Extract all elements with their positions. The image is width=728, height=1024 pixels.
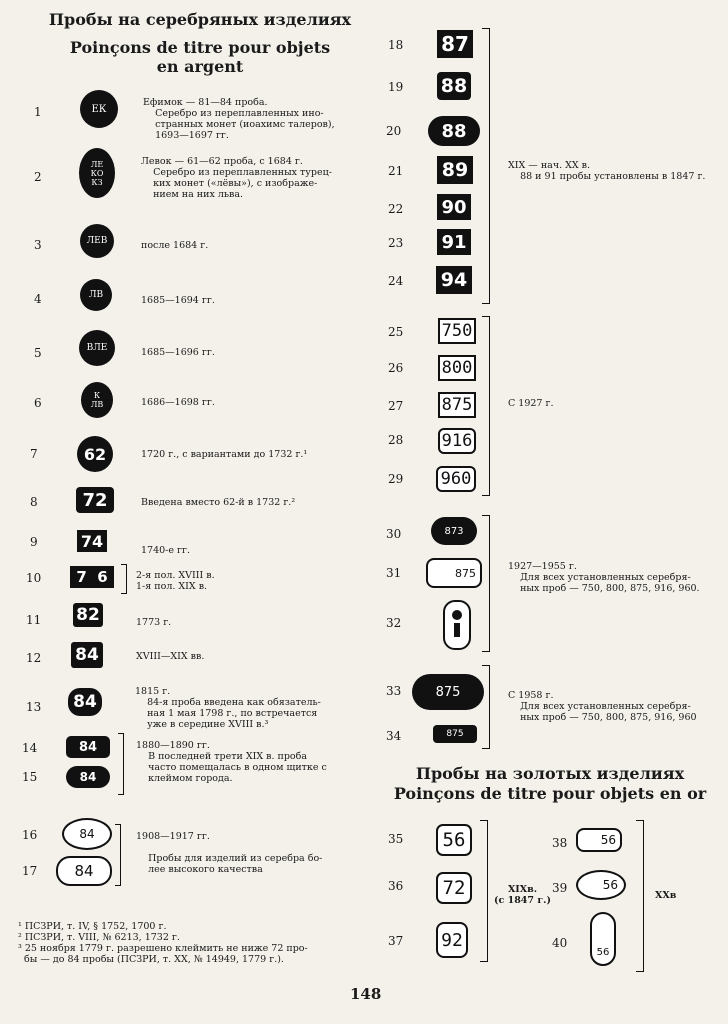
silver-title-fr: Poinçons de titre pour objets en argent [69, 38, 331, 76]
hallmark-10: 7 6 [70, 566, 114, 588]
item-number: 34 [386, 729, 402, 743]
item-number: 17 [22, 864, 38, 878]
hallmark-35: 56 [436, 824, 472, 856]
hallmark-4: ЛВ [80, 279, 112, 311]
item-number: 19 [388, 80, 404, 94]
hallmark-7: 62 [77, 436, 113, 472]
gold-title-ru: Пробы на золотых изделиях [415, 764, 685, 783]
item-8-desc: Введена вместо 62-й в 1732 г.² [141, 497, 296, 508]
item-number: 1 [34, 105, 42, 119]
item-number: 32 [386, 616, 402, 630]
hallmark-28: 916 [438, 428, 476, 454]
item-number: 29 [388, 472, 404, 486]
gold-title-fr: Poinçons de titre pour objets en or [393, 784, 707, 803]
item-12-desc: XVIII—XIX вв. [136, 651, 205, 662]
group-2-desc: С 1927 г. [508, 398, 554, 409]
bracket [482, 665, 490, 749]
bracket [118, 733, 124, 795]
hallmark-40: 56 [590, 912, 616, 966]
bracket [482, 28, 490, 304]
silver-title-ru: Пробы на серебряных изделиях [48, 10, 352, 29]
hallmark-36: 72 [436, 872, 472, 904]
item-number: 22 [388, 202, 404, 216]
hallmark-19: 88 [437, 72, 471, 100]
item-number: 18 [388, 38, 404, 52]
item-number: 27 [388, 399, 404, 413]
item-number: 14 [22, 741, 38, 755]
hallmark-32 [443, 600, 471, 650]
hallmark-13: 84 [68, 688, 102, 716]
item-number: 6 [34, 396, 42, 410]
hallmark-31: 875 [426, 558, 482, 588]
bracket [482, 316, 490, 496]
hallmark-9: 74 [77, 530, 107, 552]
hallmark-33: 875 [412, 674, 484, 710]
hallmark-11: 82 [73, 603, 103, 627]
item-number: 5 [34, 346, 42, 360]
item-6-desc: 1686—1698 гг. [141, 397, 215, 408]
item-number: 11 [26, 613, 42, 627]
hallmark-14: 84 [66, 736, 110, 758]
item-number: 30 [386, 527, 402, 541]
hallmark-21: 89 [437, 156, 473, 184]
item-7-desc: 1720 г., с вариантами до 1732 г.¹ [141, 449, 308, 460]
hallmark-18: 87 [437, 30, 473, 58]
item-number: 38 [552, 836, 568, 850]
item-number: 40 [552, 936, 568, 950]
hallmark-15: 84 [66, 766, 110, 788]
item-14-desc: 1880—1890 гг. В последней трети XIX в. проба часто помещалась в одном щитке с клеймом города. [136, 740, 327, 784]
item-9-desc: 1740-е гг. [141, 545, 191, 556]
item-3-desc: после 1684 г. [141, 240, 209, 251]
hallmark-8: 72 [76, 487, 114, 513]
hallmark-39: 56 [576, 870, 626, 900]
hallmark-2: ЛЕ КО КЗ [79, 148, 115, 198]
hallmark-16: 84 [62, 818, 112, 850]
item-number: 15 [22, 770, 38, 784]
item-number: 13 [26, 700, 42, 714]
hallmark-38: 56 [576, 828, 622, 852]
hallmark-30: 873 [431, 517, 477, 545]
item-11-desc: 1773 г. [136, 617, 172, 628]
item-2-desc: Левок — 61—62 проба, с 1684 г. Серебро из переплавленных турец- ких монет («лёвы»), с изображе- нием на них льва. [141, 156, 332, 200]
item-number: 20 [386, 124, 402, 138]
bracket [482, 515, 490, 652]
emblem-icon [449, 607, 465, 643]
item-number: 39 [552, 881, 568, 895]
hallmark-20: 88 [428, 116, 480, 146]
item-number: 36 [388, 879, 404, 893]
item-number: 26 [388, 361, 404, 375]
hallmark-25: 750 [438, 318, 476, 344]
hallmark-23: 91 [437, 229, 471, 255]
item-number: 3 [34, 238, 42, 252]
item-number: 9 [30, 535, 38, 549]
item-10-desc: 2-я пол. XVIII в. 1-я пол. XIX в. [136, 570, 215, 592]
item-number: 28 [388, 433, 404, 447]
group-3-desc: 1927—1955 г. Для всех установленных серебря- ных проб — 750, 800, 875, 916, 960. [508, 561, 700, 594]
item-number: 25 [388, 325, 404, 339]
hallmark-34: 875 [433, 725, 477, 743]
group-1-desc: XIX — нач. XX в. 88 и 91 пробы установлены в 1847 г. [508, 160, 706, 182]
hallmark-12: 84 [71, 642, 103, 668]
item-number: 21 [388, 164, 404, 178]
bracket [115, 824, 121, 886]
item-number: 23 [388, 236, 404, 250]
item-number: 37 [388, 934, 404, 948]
item-number: 31 [386, 566, 402, 580]
hallmark-24: 94 [436, 266, 472, 294]
hallmark-1: ЕК [80, 90, 118, 128]
hallmark-22: 90 [437, 194, 471, 220]
bracket [636, 820, 644, 972]
item-number: 8 [30, 495, 38, 509]
hallmark-3: ЛЕВ [80, 224, 114, 258]
group-4-desc: С 1958 г. Для всех установленных серебря- ных проб — 750, 800, 875, 916, 960 [508, 690, 697, 723]
item-number: 16 [22, 828, 38, 842]
gold-group-a-desc: XIXв. (с 1847 г.) [494, 884, 551, 906]
hallmark-37: 92 [436, 922, 468, 958]
item-number: 7 [30, 447, 38, 461]
gold-group-b-desc: XXв [655, 890, 677, 901]
hallmark-17: 84 [56, 856, 112, 886]
item-number: 4 [34, 292, 42, 306]
item-16-desc: 1908—1917 гг. Пробы для изделий из серебра бо- лее высокого качества [136, 831, 323, 875]
item-number: 2 [34, 170, 42, 184]
item-number: 12 [26, 651, 42, 665]
item-1-desc: Ефимок — 81—84 проба. Серебро из переплавленных ино- странных монет (иоахимс талеров), 1693—1697 гг. [143, 97, 335, 141]
hallmark-6: К ЛВ [81, 382, 113, 418]
hallmark-26: 800 [438, 355, 476, 381]
hallmark-29: 960 [436, 466, 476, 492]
item-5-desc: 1685—1696 гг. [141, 347, 215, 358]
bracket [121, 564, 127, 594]
item-13-desc: 1815 г. 84-я проба введена как обязатель- ная 1 мая 1798 г., по встречается уже в середине XVIII в.³ [135, 686, 321, 730]
item-number: 10 [26, 571, 42, 585]
page-number: 148 [350, 985, 382, 1003]
hallmark-5: ВЛЕ [79, 330, 115, 366]
item-4-desc: 1685—1694 гг. [141, 295, 215, 306]
footnotes: ¹ ПСЗРИ, т. IV, § 1752, 1700 г. ² ПСЗРИ, т. VIII, № 6213, 1732 г. ³ 25 ноября 1779 г. разрешено клеймить не ниже 72 про- бы — до 84 пробы (ПСЗРИ, т. XX, № 14949, 1779 г.). [18, 921, 308, 965]
hallmark-27: 875 [438, 392, 476, 418]
item-number: 33 [386, 684, 402, 698]
bracket [480, 820, 488, 962]
item-number: 35 [388, 832, 404, 846]
item-number: 24 [388, 274, 404, 288]
